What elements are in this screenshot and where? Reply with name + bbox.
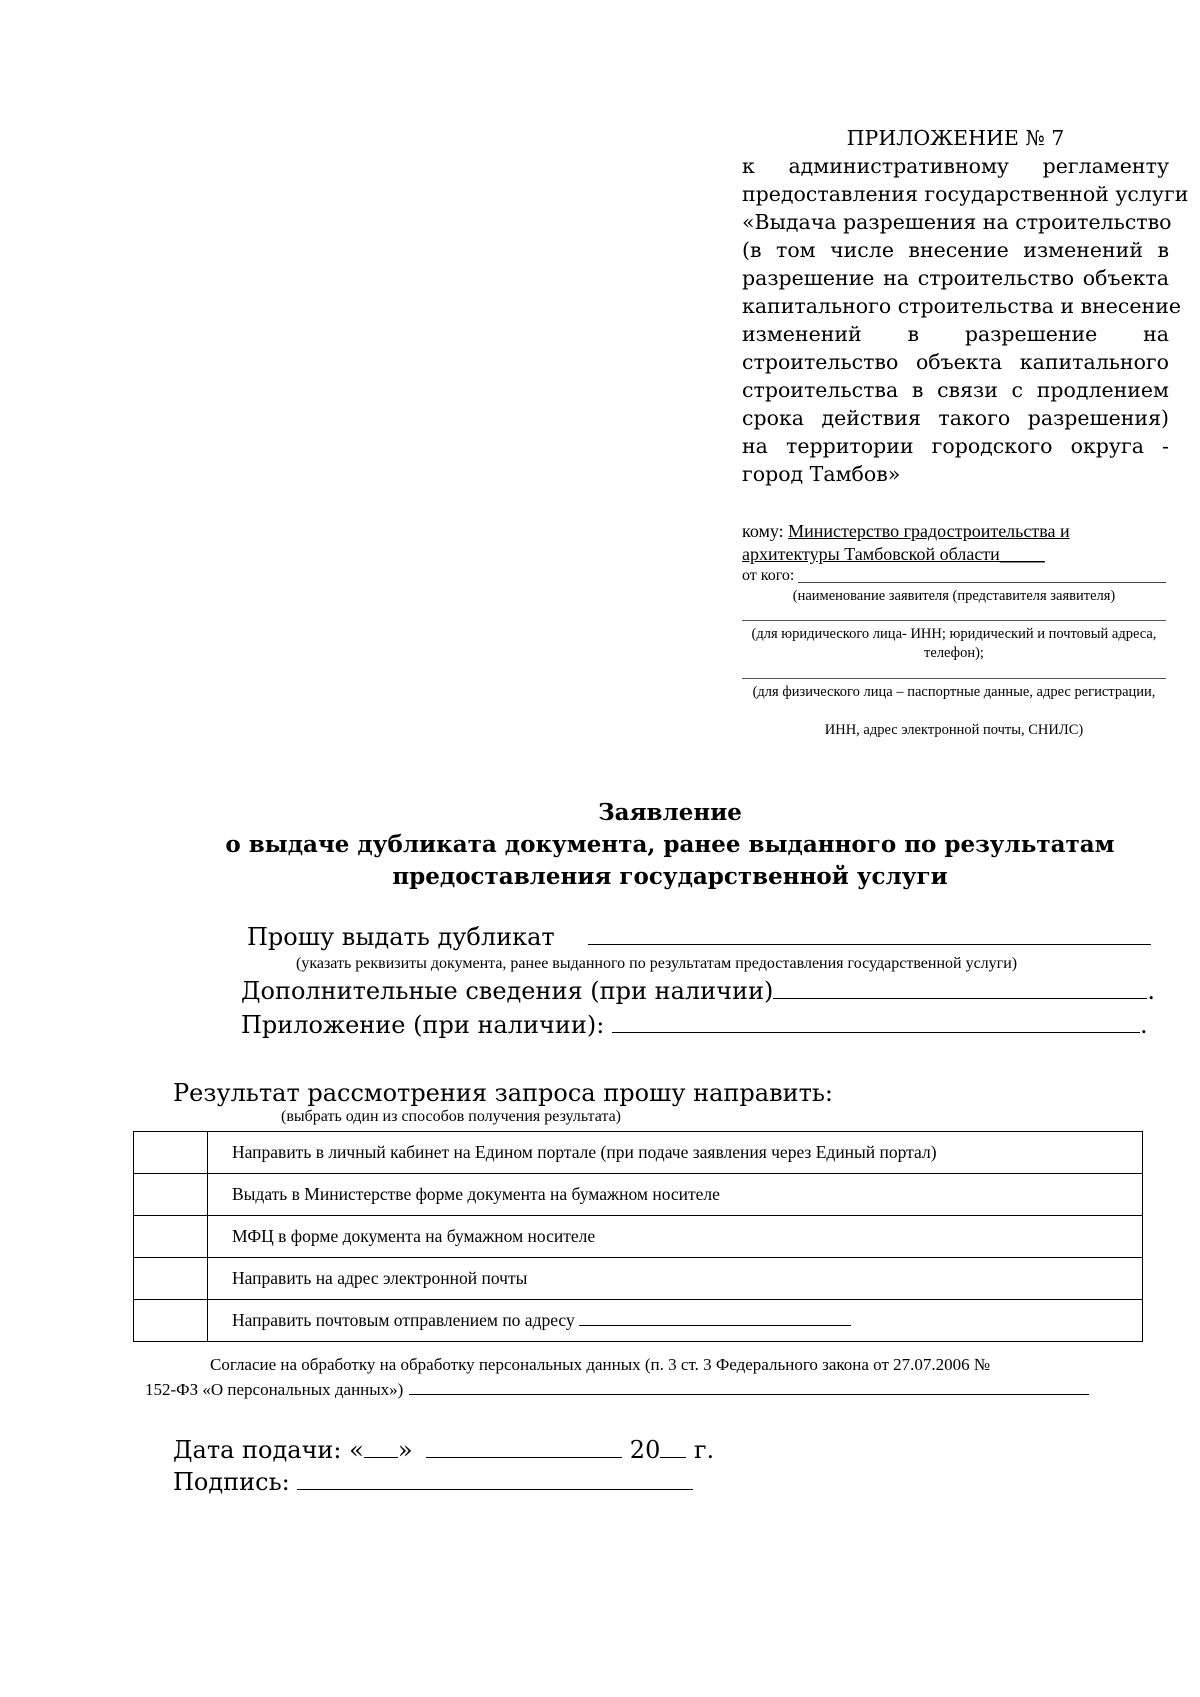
option-label: Выдать в Министерстве форме документа на бумажном носителе: [208, 1174, 1143, 1216]
attachment-blank[interactable]: [612, 1010, 1140, 1033]
appendix-line: строительства в связи с продлением: [742, 378, 1169, 402]
date-label: Дата подачи: «: [173, 1436, 364, 1464]
extra-info-period: .: [1147, 977, 1156, 1005]
appendix-title: ПРИЛОЖЕНИЕ № 7: [846, 126, 1065, 150]
recipient-block: [742, 520, 1166, 566]
appendix-line: город Тамбов»: [742, 462, 901, 486]
applicant-line-1[interactable]: [742, 620, 1166, 621]
consent-line-1: Согласие на обработку на обработку персональных данных (п. 3 ст. 3 Федерального закона от 27.07.2006 №: [210, 1355, 991, 1374]
year-blank[interactable]: [660, 1435, 686, 1458]
option-postal-cell: [208, 1300, 1143, 1342]
option-label: Направить в личный кабинет на Едином портале (при подаче заявления через Единый портал): [208, 1132, 1143, 1174]
consent-block: [145, 1352, 1165, 1402]
appendix-line: строительство объекта капитального: [742, 350, 1169, 374]
attachment-row: [241, 1010, 1148, 1040]
heading-subtitle-1: о выдаче дубликата документа, ранее выданного по результатам: [225, 831, 1115, 858]
duplicate-hint: (указать реквизиты документа, ранее выданного по результатам предоставления государственной услуги): [296, 955, 1018, 972]
appendix-line: срока действия такого разрешения): [742, 406, 1169, 430]
hint-legal-entity: (для юридического лица- ИНН; юридический и почтовый адреса, телефон);: [751, 626, 1157, 661]
consent-line-2: [145, 1377, 1165, 1402]
day-blank[interactable]: [364, 1435, 398, 1458]
option-label: Направить на адрес электронной почты: [208, 1258, 1143, 1300]
attachment-label: Приложение (при наличии):: [241, 1011, 605, 1039]
from-field[interactable]: [742, 567, 1166, 585]
recipient-name: Министерство градостроительства и: [788, 521, 1070, 541]
hint-applicant-name: (наименование заявителя (представителя заявителя): [792, 588, 1116, 604]
result-hint: (выбрать один из способов получения результата): [281, 1108, 622, 1125]
date-mid: »: [397, 1436, 413, 1464]
from-label: от кого:: [742, 567, 795, 584]
result-label: Результат рассмотрения запроса прошу направить:: [173, 1079, 834, 1107]
appendix-line: предоставления государственной услуги: [742, 182, 1189, 206]
appendix-header: [742, 124, 1189, 488]
signature-blank[interactable]: [297, 1467, 693, 1490]
consent-line-2-text: 152-ФЗ «О персональных данных»): [145, 1380, 404, 1399]
signature-row: [173, 1466, 693, 1498]
duplicate-label: Прошу выдать дубликат: [247, 923, 555, 951]
table-row: [134, 1216, 1143, 1258]
duplicate-row: [247, 922, 1151, 952]
appendix-line: «Выдача разрешения на строительство: [742, 210, 1172, 234]
submission-date-row: [173, 1434, 714, 1466]
appendix-line: (в том числе внесение изменений в: [742, 238, 1169, 262]
extra-info-label: Дополнительные сведения (при наличии): [241, 977, 774, 1005]
duplicate-blank[interactable]: [588, 922, 1151, 945]
attachment-period: .: [1139, 1011, 1148, 1039]
option-checkbox[interactable]: [134, 1132, 208, 1174]
option-checkbox[interactable]: [134, 1216, 208, 1258]
table-row: [134, 1300, 1143, 1342]
option-checkbox[interactable]: [134, 1174, 208, 1216]
document-heading: [120, 797, 1200, 893]
table-row: [134, 1174, 1143, 1216]
table-row: [134, 1132, 1143, 1174]
to-label: кому:: [742, 521, 784, 541]
recipient-line-1: [742, 520, 1166, 543]
hint-individual-2: ИНН, адрес электронной почты, СНИЛС): [824, 722, 1084, 738]
appendix-line: на территории городского округа -: [742, 434, 1169, 458]
signature-label: Подпись:: [173, 1468, 290, 1496]
appendix-line: разрешение на строительство объекта: [742, 266, 1169, 290]
option-checkbox[interactable]: [134, 1258, 208, 1300]
year-prefix: 20: [629, 1436, 661, 1464]
hint-individual-1: (для физического лица – паспортные данные, адрес регистрации,: [752, 684, 1156, 700]
option-checkbox[interactable]: [134, 1300, 208, 1342]
table-row: [134, 1258, 1143, 1300]
delivery-method-table: [133, 1131, 1143, 1342]
heading-subtitle-2: предоставления государственной услуги: [392, 863, 948, 890]
month-blank[interactable]: [426, 1435, 622, 1458]
appendix-line: капитального строительства и внесение: [742, 294, 1182, 318]
option-label: Направить почтовым отправлением по адресу: [232, 1310, 575, 1330]
appendix-line: изменений в разрешение на: [742, 322, 1169, 346]
applicant-line-2[interactable]: [742, 678, 1166, 679]
extra-info-row: [241, 976, 1155, 1006]
postal-address-blank[interactable]: [579, 1311, 851, 1326]
extra-info-blank[interactable]: [773, 976, 1147, 999]
heading-title: Заявление: [598, 799, 742, 826]
from-blank[interactable]: [798, 567, 1166, 583]
recipient-line-2: архитектуры Тамбовской области_____: [742, 544, 1045, 564]
appendix-line: к административному регламенту: [742, 154, 1169, 178]
consent-blank[interactable]: [409, 1380, 1089, 1395]
year-suffix: г.: [686, 1436, 715, 1464]
option-label: МФЦ в форме документа на бумажном носителе: [208, 1216, 1143, 1258]
